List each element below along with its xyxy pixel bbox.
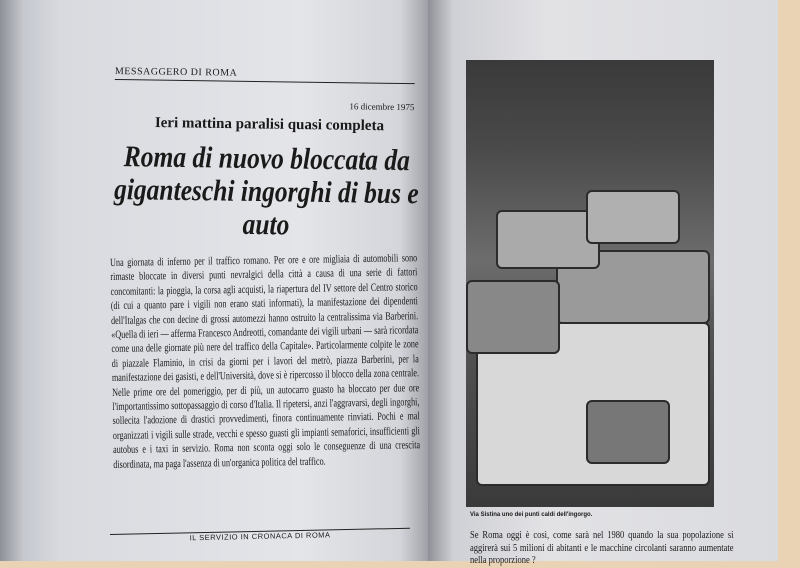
car-shape xyxy=(466,280,560,354)
footer-label: IL SERVIZIO IN CRONACA DI ROMA xyxy=(189,530,331,543)
article-body: Una giornata di inferno per il traffico romano. Per ore e ore migliaia di automobili sono rimaste bloccate in diversi punti nevralgici della città a causa di una serie di fattori concomitanti: la pioggia, la corsa agli acquisti, la riapertura del IV settore del Centro storico (di cui a quanto pare i vigili non erano stati informati), la manifestazione dei dipendenti dell'Italgas che con decine di grossi automezzi hanno ostruito la centralissima via Barberini. «Quella di ieri — afferma Francesco Andreotti, comandante dei vigili urbani — sarà ricordata come una delle giornate più nere del traffico della Capitale». Particolarmente colpite le zone di piazzale Flaminio, in crisi da giorni per i lavori del metrò, piazza Barberini, per la manifestazione dei gasisti, e dell'Università, dove si è ripercosso il blocco della zona centrale. Nelle prime ore del pomeriggio, per di più, un autocarro guasto ha bloccato per due ore l'importantissimo sottopassaggio di corso d'Italia. Il ripetersi, anzi l'aggravarsi, degli ingorghi, sollecita l'adozione di drastici provvedimenti, finora continuamente rinviati. Pochi e mal organizzati i vigili sulle strade, vecchi e spesso guasti gli impianti semaforici, insufficienti gli autobus e i taxi in servizio. Roma non sconta oggi solo le conseguenze di una crescita disordinata, ma paga l'assenza di un'organica politica del traffico. xyxy=(110,252,421,471)
photo-caption: Via Sistina uno dei punti caldi dell'ingorgo. xyxy=(470,512,593,518)
headline: Roma di nuovo bloccata da giganteschi ingorghi di bus e auto xyxy=(113,140,419,242)
traffic-photo xyxy=(466,60,714,507)
car-shape xyxy=(586,190,680,244)
kicker: Ieri mattina paralisi quasi completa xyxy=(154,114,385,135)
newspaper-name: MESSAGGERO DI ROMA xyxy=(114,66,238,79)
article-date: 16 dicembre 1975 xyxy=(349,101,415,113)
newspaper-header xyxy=(114,66,415,116)
right-page-text: Se Roma oggi è così, come sarà nel 1980 quando la sua popolazione si aggirerà sui 5 milioni di abitanti e le macchine circolanti saranno aumentate nella proporzione ? xyxy=(470,530,734,566)
car-shape xyxy=(496,210,600,269)
car-grille xyxy=(586,400,670,464)
page-edge xyxy=(0,0,22,561)
